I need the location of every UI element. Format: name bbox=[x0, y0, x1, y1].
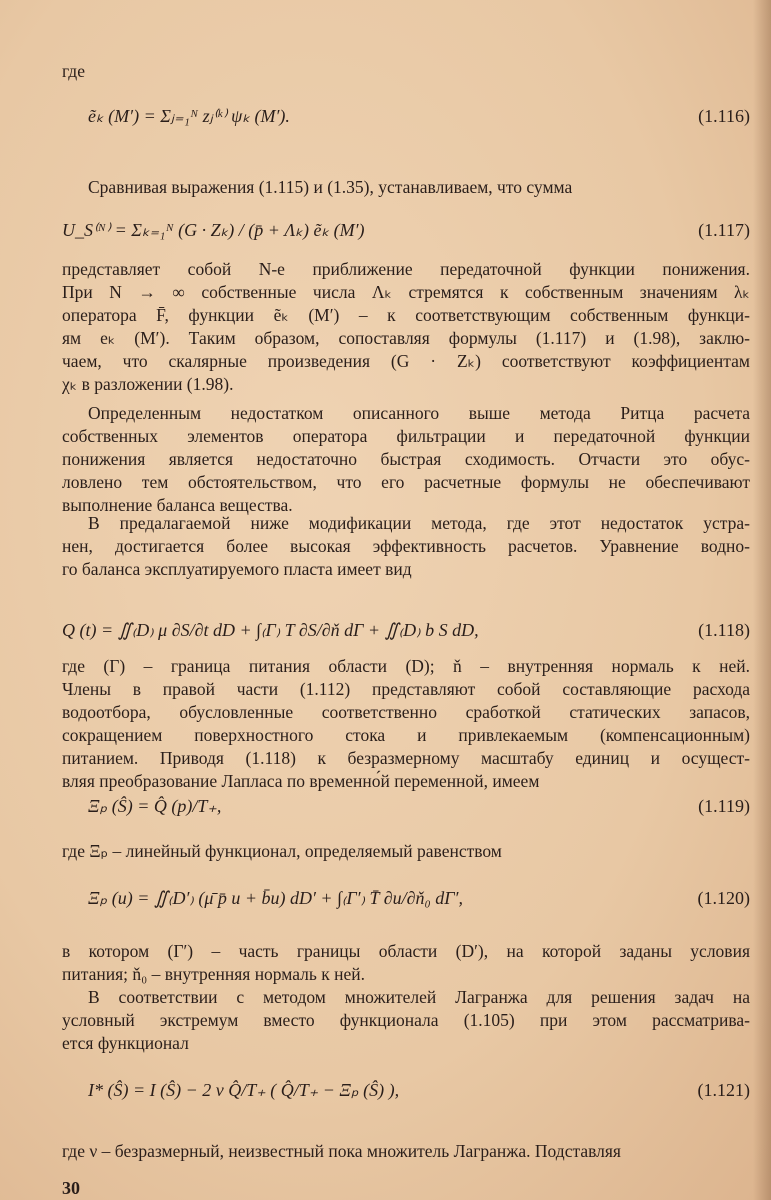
text-line: го баланса эксплуатируемого пласта имеет вид bbox=[62, 559, 412, 579]
text-line: где (Γ) – граница питания области (D); ň – внутренняя нормаль к ней. bbox=[62, 656, 750, 676]
text-line: где ν – безразмерный, неизвестный пока множитель Лагранжа. Подставляя bbox=[62, 1141, 621, 1161]
equation-formula: Q (t) = ∬₍D₎ μ ∂S/∂t dD + ∫₍Γ₎ T ∂S/∂ň dΓ + ∬₍D₎ b S dD, bbox=[62, 620, 479, 640]
text-line: питанием. Приводя (1.118) к безразмерному масштабу единиц и осущест- bbox=[62, 748, 750, 768]
text-line: оператора F̄, функции ẽₖ (M′) – к соответствующим собственным функци- bbox=[62, 305, 750, 325]
text-line: собственных элементов оператора фильтрации и передаточной функции bbox=[62, 426, 750, 446]
text-line: Члены в правой части (1.112) представляют собой составляющие расхода bbox=[62, 679, 750, 699]
text-line: питания; ň₀ – внутренняя нормаль к ней. bbox=[62, 964, 366, 984]
text-line: ловлено тем обстоятельством, что его расчетные формулы не обеспечивают bbox=[62, 472, 750, 492]
equation-1-119 bbox=[88, 796, 750, 817]
intro-word: где bbox=[62, 61, 85, 81]
text-line: где Ξₚ – линейный функционал, определяемый равенством bbox=[62, 841, 502, 861]
text-line: понижения является недостаточно быстрая сходимость. Отчасти это обус- bbox=[62, 449, 750, 469]
text-line: нен, достигается более высокая эффективность расчетов. Уравнение водно- bbox=[62, 536, 750, 556]
equation-formula: I* (Ŝ) = I (Ŝ) − 2 ν Q̂/T₊ ( Q̂/T₊ − Ξₚ (Ŝ) ), bbox=[88, 1080, 400, 1100]
text-line: чаем, что скалярные произведения (G · Zₖ) соответствуют коэффициентам bbox=[62, 351, 750, 371]
equation-formula: ẽₖ (M′) = Σⱼ₌₁ᴺ zⱼ⁽ᵏ⁾ ψₖ (M′). bbox=[88, 106, 290, 126]
text-line: ется функционал bbox=[62, 1033, 189, 1053]
equation-formula: Ξₚ (Ŝ) = Q̂ (p)/T₊, bbox=[88, 796, 222, 816]
text-line: В соответствии с методом множителей Лагранжа для решения задач на bbox=[88, 987, 750, 1007]
text-line: условный экстремум вместо функционала (1.105) при этом рассматрива- bbox=[62, 1010, 750, 1030]
equation-number: (1.121) bbox=[697, 1080, 750, 1100]
equation-1-117 bbox=[62, 220, 750, 241]
page-edge-shadow bbox=[753, 0, 771, 1200]
text-line: в котором (Γ′) – часть границы области (D′), на которой заданы условия bbox=[62, 941, 750, 961]
text-line: Сравнивая выражения (1.115) и (1.35), устанавливаем, что сумма bbox=[88, 177, 573, 197]
equation-number: (1.120) bbox=[697, 888, 750, 908]
text-line: представляет собой N-е приближение передаточной функции понижения. bbox=[62, 259, 750, 279]
equation-number: (1.119) bbox=[698, 796, 750, 816]
equation-number: (1.116) bbox=[698, 106, 750, 126]
text-line: При N → ∞ собственные числа Λₖ стремятся к собственным значениям λₖ bbox=[62, 282, 750, 302]
equation-formula: U_S⁽ᴺ⁾ = Σₖ₌₁ᴺ (G · Zₖ) / (p̄ + Λₖ) ẽₖ (M′) bbox=[62, 220, 365, 240]
text-line: ям eₖ (M′). Таким образом, сопоставляя формулы (1.117) и (1.98), заклю- bbox=[62, 328, 750, 348]
text-line: водоотбора, обусловленные соответственно сработкой статических запасов, bbox=[62, 702, 750, 722]
equation-1-116 bbox=[88, 106, 750, 127]
text-line: В предалагаемой ниже модификации метода, где этот недостаток устра- bbox=[88, 513, 750, 533]
equation-number: (1.117) bbox=[698, 220, 750, 240]
equation-formula: Ξₚ (u) = ∬₍D′₎ (μ̄ p̄ u + b̄u) dD′ + ∫₍Γ′₎ T̄ ∂u/∂ň₀ dΓ′, bbox=[88, 888, 463, 908]
equation-number: (1.118) bbox=[698, 620, 750, 640]
equation-1-121 bbox=[88, 1080, 750, 1101]
text-line: выполнение баланса вещества. bbox=[62, 495, 293, 515]
text-line: χₖ в разложении (1.98). bbox=[62, 374, 234, 394]
text-line: Определенным недостатком описанного выше метода Ритца расчета bbox=[88, 403, 750, 423]
text-line: вляя преобразование Лапласа по временно́й переменной, имеем bbox=[62, 771, 540, 791]
page-number: 30 bbox=[62, 1178, 80, 1198]
equation-1-118 bbox=[62, 620, 750, 641]
text-line: сокращением поверхностного стока и привлекаемым (компенсационным) bbox=[62, 725, 750, 745]
equation-1-120 bbox=[88, 888, 750, 909]
